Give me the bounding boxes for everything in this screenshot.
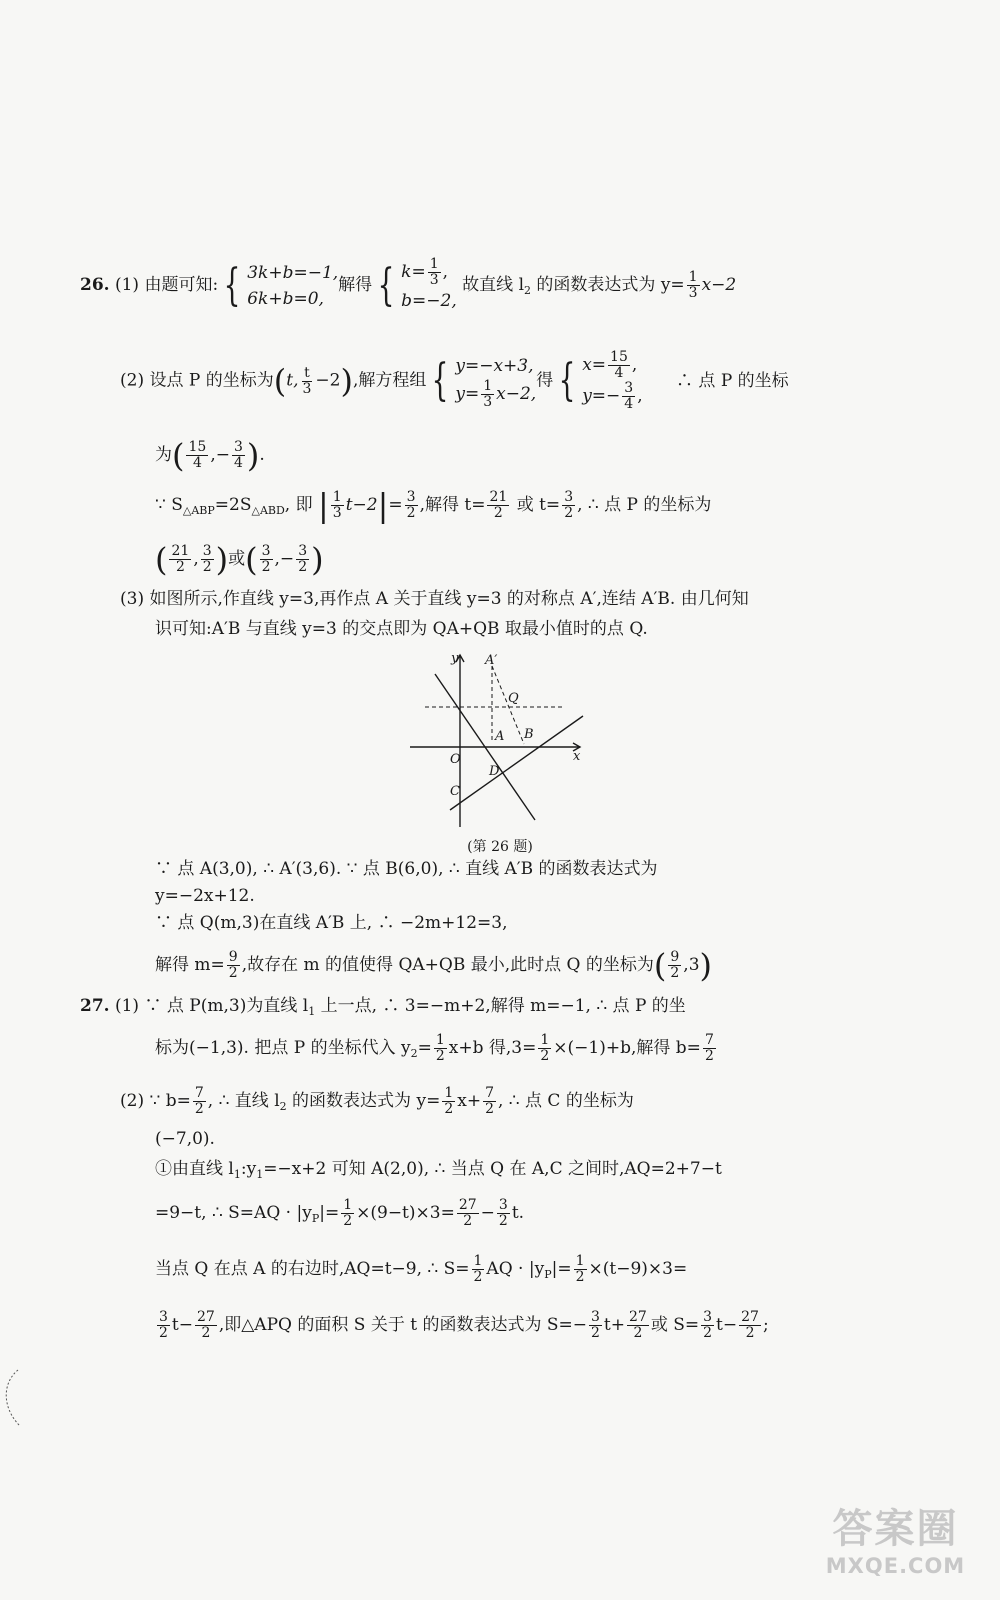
q26-part3-line1: (3) 如图所示,作直线 y=3,再作点 A 关于直线 y=3 的对称点 A′,连结 A′B. 由几何知 <box>120 589 749 609</box>
q26-part3-line5: ∵ 点 Q(m,3)在直线 A′B 上, ∴ −2m+12=3, <box>155 913 508 933</box>
watermark-logo: 答案圈 MXQE.COM <box>825 1506 966 1578</box>
q27-part2-line3: ①由直线 $l_1:y_1=-x+2$ 可知 A(2,0), ∴ 当点 Q 在 A,C 之间时,AQ=2+7−t <box>155 1159 722 1181</box>
q26-part3-line6: 解得 m= $\frac{9}{2}$ ,故存在 m 的值使得 QA+QB 最小,此时点 Q 的坐标为( $\frac{9}{2}$ ,3) <box>155 946 713 985</box>
q26-part1: 26. (1) 由题可知: { 3k+b=−1, 6k+b=0, 解得 { k= $\frac{1}{3}$ , b=−2, 故直线 $l_2$ 的函数表达式为 y= $\frac{1}{3}$ x−2 <box>80 257 736 314</box>
q26-part2-line1: (2) 设点 P 的坐标为(t, $\frac{t}{3}$ −2),解方程组 { y=−x+3, y= $\frac{1}{3}$ x−2, 得 { x= $\frac{15}{4}$ , y=− $\frac{3}{4}$ , ∴ 点 P 的坐标 <box>120 349 789 412</box>
point-d-label: D <box>489 764 500 779</box>
q26-part3-line3: ∵ 点 A(3,0), ∴ A′(3,6). ∵ 点 B(6,0), ∴ 直线 A′B 的函数表达式为 <box>155 859 658 879</box>
point-b-label: B <box>524 727 534 742</box>
point-a-prime-label: A′ <box>485 653 498 668</box>
question-number: 26. <box>80 275 110 295</box>
q27-part1-line1: 27. (1) ∵ 点 P(m,3)为直线 $l_1$ 上一点, ∴ 3=−m+2,解得 m=−1, ∴ 点 P 的坐 <box>80 996 686 1018</box>
question-number: 27. <box>80 996 110 1016</box>
q27-part2-line4: =9−t, ∴ $S=AQ \cdot |y_P|=$ $\frac{1}{2}$ ×(9−t)×3= $\frac{27}{2}$ − $\frac{3}{2}$ t. <box>155 1197 525 1229</box>
point-q-label: Q <box>508 691 519 706</box>
q27-part2-line5: 当点 Q 在点 A 的右边时,AQ=t−9, ∴ S= $\frac{1}{2}$ AQ · $|y_P|=$ $\frac{1}{2}$ ×(t−9)×3= <box>155 1253 688 1285</box>
q27-part2-line1: (2) ∵ b= $\frac{7}{2}$ , ∴ 直线 $l_2$ 的函数表达式为 y= $\frac{1}{2}$ x+ $\frac{7}{2}$ , ∴ 点 C 的坐标为 <box>120 1085 634 1117</box>
q26-part2-line3: ∵ $S_{\triangle ABP}=2S_{\triangle ABD}$, 即 | $\frac{1}{3}$ t−2|= $\frac{3}{2}$ ,解得 t= $\frac{21}{2}$ 或 t= $\frac{3}{2}$ , ∴ 点 P 的坐标为 <box>155 486 712 525</box>
point-a-label: A <box>495 729 505 744</box>
margin-scribble <box>0 1368 45 1428</box>
point-c-label: C <box>450 784 460 799</box>
q26-part2-line2: 为( $\frac{15}{4}$ ,− $\frac{3}{4}$ ). <box>155 436 265 475</box>
x-axis-label: x <box>573 749 581 764</box>
equation-system: { 3k+b=−1, 6k+b=0, <box>223 259 339 311</box>
q26-part3-line4: y=−2x+12. <box>155 886 255 906</box>
y-axis-label: y <box>451 652 459 666</box>
q27-part1-line2: 标为(−1,3). 把点 P 的坐标代入 $y_2=$ $\frac{1}{2}$ x+b 得,3= $\frac{1}{2}$ ×(−1)+b,解得 b= $\frac{7}{2}$ <box>155 1032 714 1064</box>
origin-label: O <box>450 752 461 767</box>
solution-system: { k= $\frac{1}{3}$ , b=−2, <box>377 256 457 311</box>
q27-part2-line6: $\frac{3}{2}$ t− $\frac{27}{2}$ ,即△APQ 的面积 S 关于 t 的函数表达式为 S=− $\frac{3}{2}$ t+ $\frac{27}{2}$ 或 S= $\frac{3}{2}$ t− $\frac{27}{2}$ ; <box>159 1309 769 1341</box>
coordinate-figure <box>405 652 595 832</box>
q27-part2-line2: (−7,0). <box>155 1129 215 1149</box>
q26-part2-line4: ( $\frac{21}{2}$ , $\frac{3}{2}$ )或( $\frac{3}{2}$ ,− $\frac{3}{2}$ ) <box>155 540 324 579</box>
q26-part3-line2: 识可知:A′B 与直线 y=3 的交点即为 QA+QB 取最小值时的点 Q. <box>155 619 648 639</box>
figure-caption: (第 26 题) <box>467 839 533 855</box>
